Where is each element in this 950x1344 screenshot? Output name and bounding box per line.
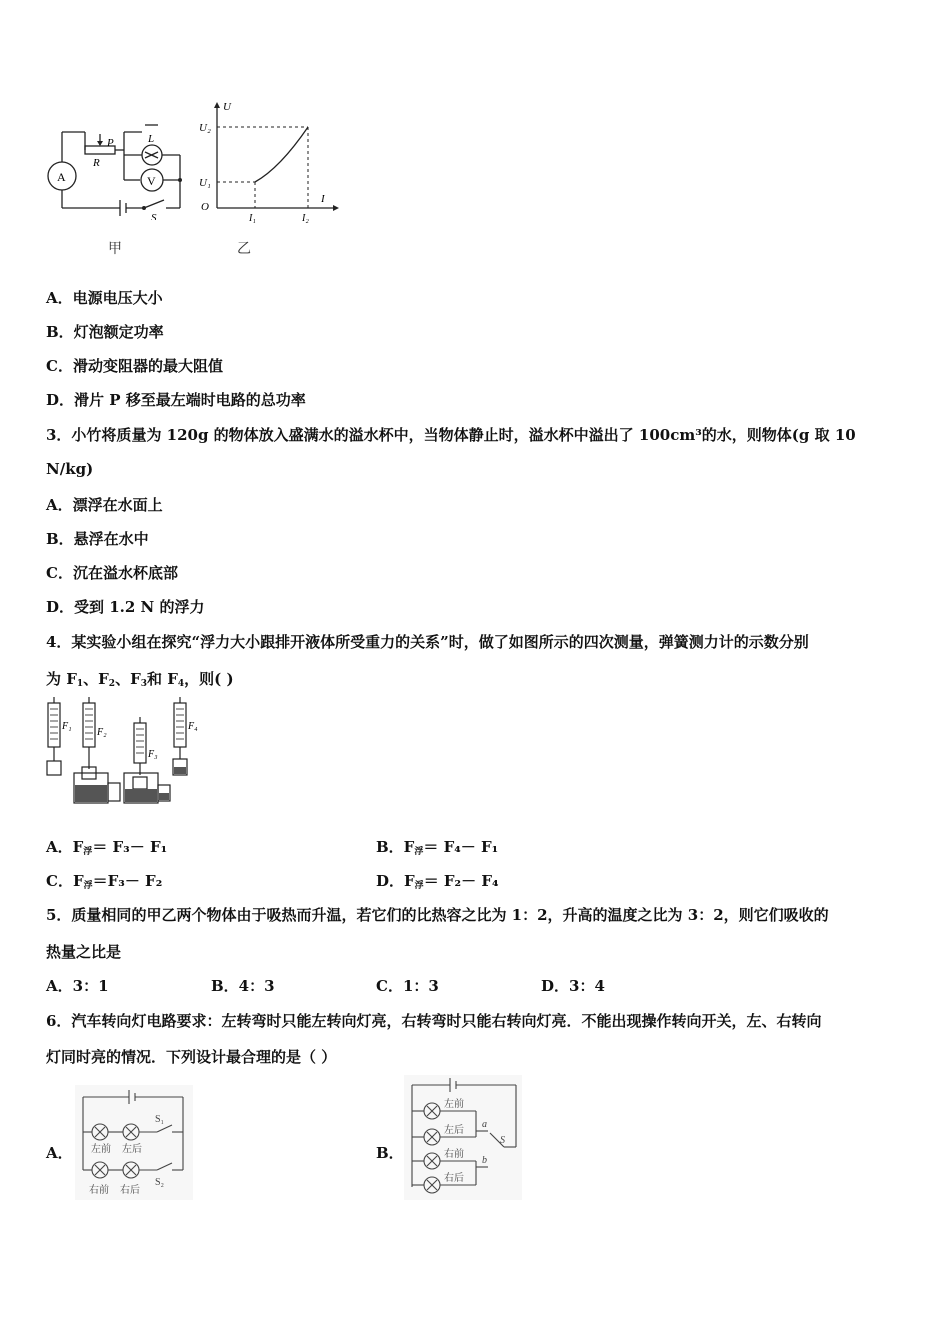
scale-label-f3: F₃ xyxy=(148,749,158,760)
q4-option-d: D．$F_浮= F_2- F_4$ xyxy=(376,872,499,891)
contact-a-label: a xyxy=(482,1119,487,1130)
q5-option-c: C．1：3 xyxy=(376,977,439,995)
lamp-label: L xyxy=(148,133,155,145)
voltmeter-label: V xyxy=(147,174,156,188)
switch-label: S xyxy=(151,212,157,220)
q3-option-c: C．沉在溢水杯底部 xyxy=(46,564,178,582)
q4-stem-line2: 为 $F_1$、$F_2$、$F_3$和 $F_4$，则( ) xyxy=(46,670,234,689)
q6-circuit-b xyxy=(404,1075,522,1200)
q6-circuit-a xyxy=(75,1085,193,1200)
q5-stem-line2: 热量之比是 xyxy=(46,943,122,961)
q4-stem-line1: 4．某实验小组在探究“浮力大小跟排开液体所受重力的关系”时，做了如图所示的四次测量，弹簧测力计的示数分别 xyxy=(46,633,809,651)
q6-stem-line2: 灯同时亮的情况．下列设计最合理的是（ ） xyxy=(46,1048,337,1066)
resistor-label: R xyxy=(93,157,100,169)
q5-option-b: B．4：3 xyxy=(211,977,275,995)
q5-stem-line1: 5．质量相同的甲乙两个物体由于吸热而升温，若它们的比热容之比为 1：2，升高的温度之比为 3：2，则它们吸收的 xyxy=(46,906,829,924)
q3-stem-line1: 3．小竹将质量为 120g 的物体放入盛满水的溢水杯中，当物体静止时，溢水杯中溢出了 100cm³的水，则物体(g 取 10 xyxy=(46,426,856,444)
lamp-b-right-rear: 右后 xyxy=(444,1173,464,1184)
contact-s-label: S xyxy=(500,1135,505,1146)
q3-stem-line2: N/kg) xyxy=(46,460,94,478)
scale-label-f1: F₁ xyxy=(62,721,72,732)
q4-option-c: C．$F_浮=F_3- F_2$ xyxy=(46,872,163,891)
q3-option-a: A．漂浮在水面上 xyxy=(46,496,163,514)
scale-label-f4: F₄ xyxy=(188,721,198,732)
contact-b-label: b xyxy=(482,1155,487,1166)
ui-graph-yi xyxy=(195,100,345,225)
q5-option-a: A．3：1 xyxy=(46,977,109,995)
slider-label: P xyxy=(107,137,114,149)
lamp-left-rear: 左后 xyxy=(122,1144,142,1155)
lamp-b-right-front: 右前 xyxy=(444,1149,464,1160)
spring-scale-figure xyxy=(42,695,217,810)
q2-option-d: D．滑片 P 移至最左端时电路的总功率 xyxy=(46,391,306,409)
fig-yi-caption: 乙 xyxy=(237,241,251,257)
q4-option-a: A．$F_浮= F_3- F_1$ xyxy=(46,838,168,857)
switch-s1-label: S₁ xyxy=(155,1114,165,1125)
q2-option-c: C．滑动变阻器的最大阻值 xyxy=(46,357,223,375)
lamp-left-front: 左前 xyxy=(91,1144,111,1155)
graph-origin-label: O xyxy=(201,201,209,213)
lamp-b-left-rear: 左后 xyxy=(444,1125,464,1136)
fig-jia-caption: 甲 xyxy=(108,241,122,257)
switch-s2-label: S₂ xyxy=(155,1177,165,1188)
lamp-b-left-front: 左前 xyxy=(444,1099,464,1110)
q2-option-a: A．电源电压大小 xyxy=(46,289,163,307)
q4-option-b: B．$F_浮= F_4- F_1$ xyxy=(376,838,499,857)
graph-u1-label: U₁ xyxy=(199,177,211,189)
q6-stem-line1: 6．汽车转向灯电路要求：左转弯时只能左转向灯亮，右转弯时只能右转向灯亮．不能出现操作转向开关，左、右转向 xyxy=(46,1012,822,1030)
graph-i2-label: I₂ xyxy=(302,213,309,224)
q3-option-b: B．悬浮在水中 xyxy=(46,530,149,548)
q3-option-d: D．受到 1.2 N 的浮力 xyxy=(46,598,205,616)
graph-y-axis-label: U xyxy=(223,101,231,113)
graph-i1-label: I₁ xyxy=(249,213,256,224)
q5-option-d: D．3：4 xyxy=(541,977,605,995)
q6-option-a-label: A． xyxy=(46,1144,73,1162)
lamp-right-rear: 右后 xyxy=(120,1185,140,1196)
q2-option-b: B．灯泡额定功率 xyxy=(46,323,164,341)
graph-u2-label: U₂ xyxy=(199,122,211,134)
lamp-right-front: 右前 xyxy=(89,1185,109,1196)
scale-label-f2: F₂ xyxy=(97,727,107,738)
ammeter-label: A xyxy=(57,170,66,184)
circuit-diagram-jia xyxy=(40,120,200,220)
graph-x-axis-label: I xyxy=(321,193,325,205)
q6-option-b-label: B． xyxy=(376,1144,404,1162)
